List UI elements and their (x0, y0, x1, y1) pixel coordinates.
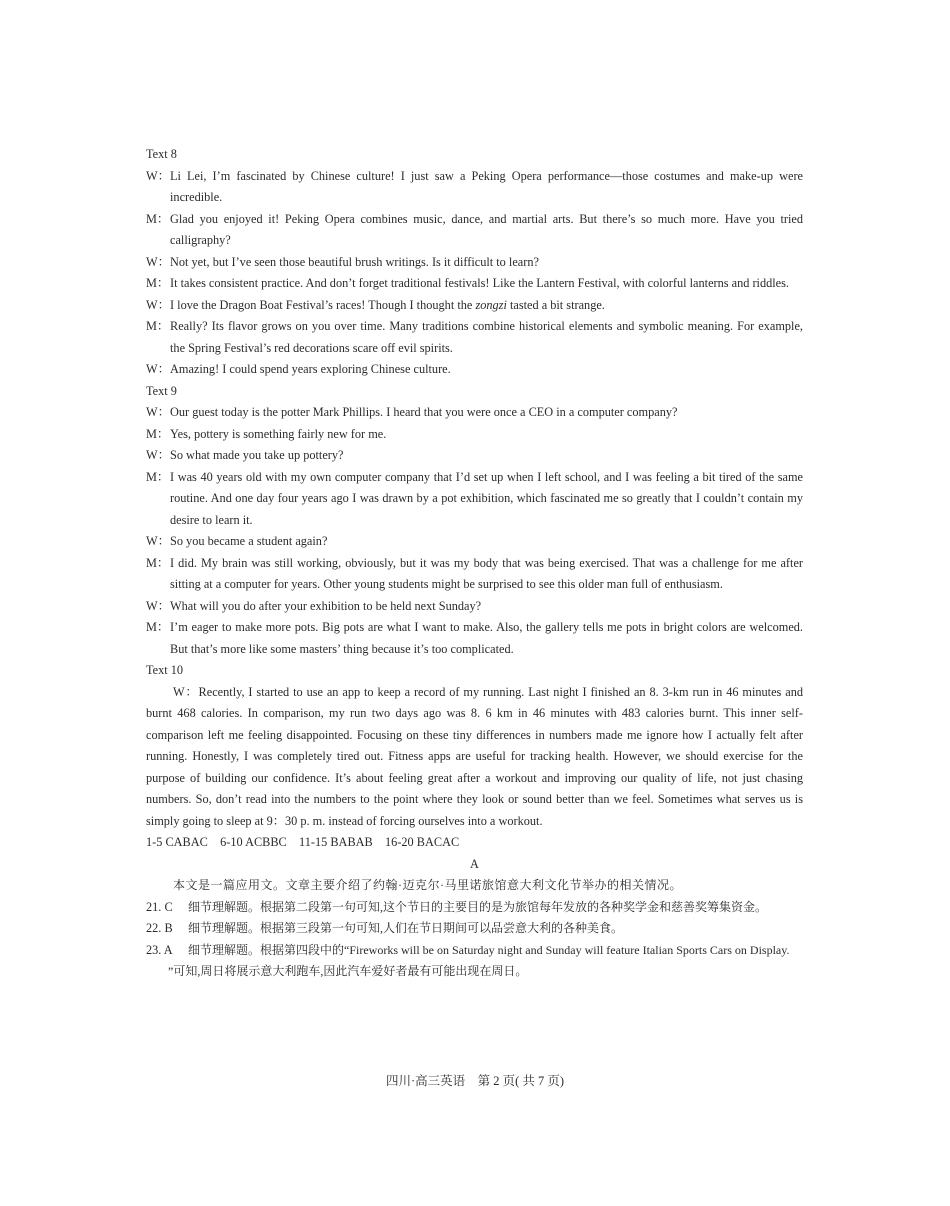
dialogue-text: I did. My brain was still working, obviously, but it was my body that was being exercised. That was a challenge for me after sitting at a computer for years. Other young students might be surprised to see this older man full of enthusiasm. (170, 555, 803, 591)
speaker-label: W： (146, 405, 170, 419)
section-a-intro: 本文是一篇应用文。文章主要介绍了约翰·迈克尔·马里诺旅馆意大利文化节举办的相关情况。 (173, 878, 682, 892)
dialogue-text: Yes, pottery is something fairly new for me. (170, 426, 387, 441)
dialogue-line (146, 166, 803, 209)
page-content (146, 144, 803, 983)
dialogue-line (146, 402, 803, 424)
dialogue-line (146, 617, 803, 660)
text10-heading: Text 10 (146, 663, 184, 677)
speaker-label: W： (146, 168, 170, 183)
dialogue-line (146, 252, 803, 274)
speaker-label: M： (146, 620, 170, 634)
speaker-label: M： (146, 276, 170, 290)
text8-dialogue (146, 166, 803, 381)
speaker-label: M： (146, 426, 170, 441)
question-answer: 21. C (146, 899, 173, 914)
explanation-item (146, 897, 803, 919)
answer-key: 1-5 CABAC 6-10 ACBBC 11-15 BABAB 16-20 BACAC (146, 835, 460, 849)
explanation-item (146, 918, 803, 940)
speaker-label: M： (146, 469, 170, 484)
explanation-text: 细节理解题。根据第二段第一句可知,这个节日的主要目的是为旅馆每年发放的各种奖学金和慈善奖筹集资金。 (188, 899, 768, 914)
text10-paragraph: W：Recently, I started to use an app to keep a record of my running. Last night I finished an 8. 3-km run in 46 minutes and burnt 468 calories. In comparison, my run two days ago was 8. 6 km in 46 minutes with 483 calories burnt. This inner self-comparison left me feeling disappointed. Focusing on these tiny differences in numbers made me ignore how I actually felt after running. Honestly, I was completely tired out. Fitness apps are useful for tracking health. However, we should exercise for the purpose of building our confidence. It’s about feeling great after a workout and improving our quality of life, not just chasing numbers. So, don’t read into the numbers to the point where they look or sound better than we feel. Sometimes what serves us is simply going to sleep at 9：30 p. m. instead of forcing ourselves into a workout. (146, 684, 803, 828)
explanation-text: 细节理解题。根据第三段第一句可知,人们在节日期间可以品尝意大利的各种美食。 (188, 921, 624, 935)
dialogue-line (146, 445, 803, 467)
dialogue-line (146, 467, 803, 532)
dialogue-text: Really? Its flavor grows on you over time. Many traditions combine historical elements and symbolic meaning. For example, the Spring Festival’s red decorations scare off evil spirits. (170, 319, 803, 355)
text8-heading: Text 8 (146, 147, 177, 161)
speaker-label: W： (146, 534, 170, 548)
dialogue-line (146, 553, 803, 596)
page-footer: 四川·高三英语 第 2 页( 共 7 页) (385, 1074, 565, 1088)
dialogue-text: So what made you take up pottery? (170, 448, 344, 462)
dialogue-text: Our guest today is the potter Mark Phillips. I heard that you were once a CEO in a computer company? (170, 405, 678, 419)
section-a-letter: A (470, 856, 479, 871)
dialogue-text: Glad you enjoyed it! Peking Opera combines music, dance, and martial arts. But there’s so much more. Have you tried calligraphy? (170, 211, 803, 247)
speaker-label: W： (146, 598, 170, 613)
dialogue-text: Not yet, but I’ve seen those beautiful brush writings. Is it difficult to learn? (170, 254, 539, 269)
dialogue-text: Amazing! I could spend years exploring Chinese culture. (170, 362, 451, 376)
dialogue-line (146, 359, 803, 381)
question-answer: 22. B (146, 921, 173, 935)
speaker-label: W： (146, 297, 170, 312)
dialogue-text: tasted a bit strange. (506, 297, 605, 312)
dialogue-text: So you became a student again? (170, 534, 328, 548)
section-a-explanations (146, 897, 803, 983)
dialogue-text: What will you do after your exhibition to be held next Sunday? (170, 598, 482, 613)
speaker-label: M： (146, 319, 170, 333)
dialogue-line (146, 295, 803, 317)
dialogue-text: It takes consistent practice. And don’t forget traditional festivals! Like the Lantern Festival, with colorful lanterns and riddles. (170, 276, 790, 290)
text9-dialogue (146, 402, 803, 660)
text9-heading: Text 9 (146, 383, 177, 398)
speaker-label: W： (146, 254, 170, 269)
dialogue-line (146, 596, 803, 618)
speaker-label: M： (146, 211, 170, 226)
dialogue-line (146, 531, 803, 553)
speaker-label: W： (146, 448, 170, 462)
question-answer: 23. A (146, 942, 173, 957)
speaker-label: W： (146, 362, 170, 376)
dialogue-line (146, 316, 803, 359)
dialogue-line (146, 209, 803, 252)
dialogue-line (146, 424, 803, 446)
explanation-text: 细节理解题。根据第四段中的“Fireworks will be on Saturday night and Sunday will feature Italian Sports Cars on Display. ”可知,周日将展示意大利跑车,因此汽车爱好者最有可能出现在周日。 (168, 942, 790, 978)
dialogue-text: Li Lei, I’m fascinated by Chinese culture! I just saw a Peking Opera performance—those costumes and make-up were incredible. (170, 168, 803, 204)
dialogue-text: I’m eager to make more pots. Big pots are what I want to make. Also, the gallery tells me pots in bright colors are welcomed. But that’s more like some masters’ thing because it’s too complicated. (170, 620, 803, 656)
dialogue-italic-term: zongzi (475, 297, 507, 312)
speaker-label: M： (146, 555, 170, 570)
dialogue-text: I love the Dragon Boat Festival’s races! Though I thought the (170, 297, 476, 312)
explanation-item (146, 940, 803, 983)
dialogue-line (146, 273, 803, 295)
dialogue-text: I was 40 years old with my own computer company that I’d set up when I left school, and I was feeling a bit tired of the same routine. And one day four years ago I was drawn by a pot exhibition, which fascinated me so greatly that I couldn’t contain my desire to learn it. (170, 469, 803, 527)
